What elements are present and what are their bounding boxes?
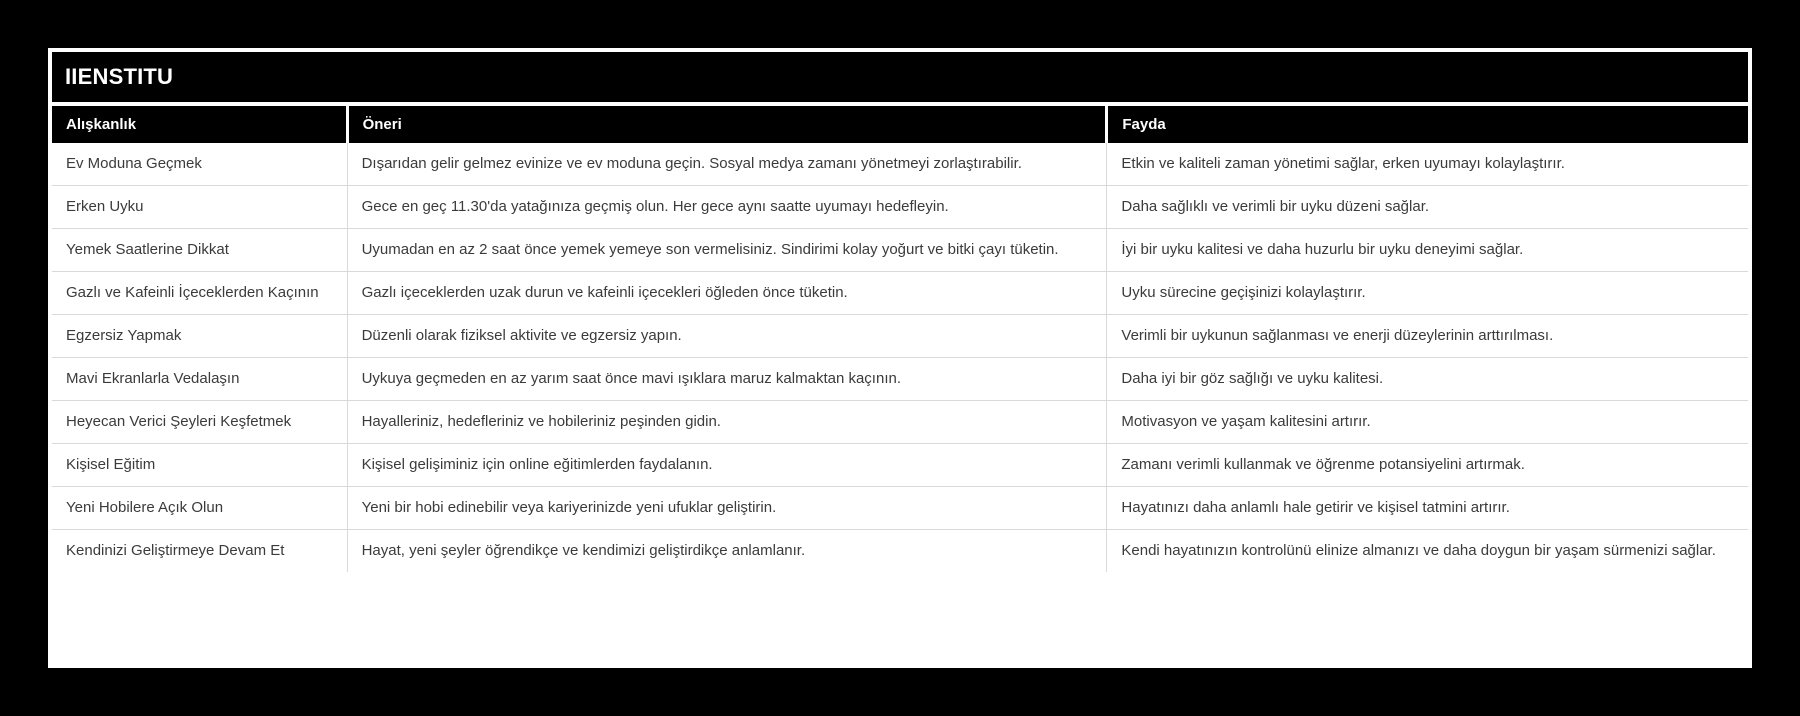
suggestion-cell: Gazlı içeceklerden uzak durun ve kafeinli içecekleri öğleden önce tüketin. bbox=[347, 272, 1107, 315]
habit-cell: Mavi Ekranlarla Vedalaşın bbox=[52, 358, 347, 401]
benefit-cell: Hayatınızı daha anlamlı hale getirir ve kişisel tatmini artırır. bbox=[1107, 487, 1748, 530]
table-row bbox=[52, 272, 1748, 315]
suggestion-cell: Yeni bir hobi edinebilir veya kariyerinizde yeni ufuklar geliştirin. bbox=[347, 487, 1107, 530]
column-header-habit: Alışkanlık bbox=[52, 106, 347, 143]
suggestion-cell: Düzenli olarak fiziksel aktivite ve egzersiz yapın. bbox=[347, 315, 1107, 358]
benefit-cell: Etkin ve kaliteli zaman yönetimi sağlar, erken uyumayı kolaylaştırır. bbox=[1107, 143, 1748, 186]
table-row bbox=[52, 401, 1748, 444]
habit-cell: Egzersiz Yapmak bbox=[52, 315, 347, 358]
brand-title-text: IIENSTITU bbox=[65, 64, 174, 89]
benefit-cell: Daha iyi bir göz sağlığı ve uyku kalitesi. bbox=[1107, 358, 1748, 401]
column-header-benefit: Fayda bbox=[1107, 106, 1748, 143]
benefit-cell: Verimli bir uykunun sağlanması ve enerji düzeylerinin arttırılması. bbox=[1107, 315, 1748, 358]
benefit-cell: Zamanı verimli kullanmak ve öğrenme potansiyelini artırmak. bbox=[1107, 444, 1748, 487]
table-row bbox=[52, 487, 1748, 530]
table-row bbox=[52, 358, 1748, 401]
suggestion-cell: Uyumadan en az 2 saat önce yemek yemeye son vermelisiniz. Sindirimi kolay yoğurt ve bitki çayı tüketin. bbox=[347, 229, 1107, 272]
habit-cell: Ev Moduna Geçmek bbox=[52, 143, 347, 186]
table-row bbox=[52, 186, 1748, 229]
habit-cell: Kendinizi Geliştirmeye Devam Et bbox=[52, 530, 347, 573]
suggestion-cell: Uykuya geçmeden en az yarım saat önce mavi ışıklara maruz kalmaktan kaçının. bbox=[347, 358, 1107, 401]
brand-title-bar bbox=[52, 52, 1748, 102]
benefit-cell: Uyku sürecine geçişinizi kolaylaştırır. bbox=[1107, 272, 1748, 315]
table-row bbox=[52, 143, 1748, 186]
habit-cell: Gazlı ve Kafeinli İçeceklerden Kaçının bbox=[52, 272, 347, 315]
habit-cell: Erken Uyku bbox=[52, 186, 347, 229]
table-header-row bbox=[52, 106, 1748, 143]
habit-cell: Yemek Saatlerine Dikkat bbox=[52, 229, 347, 272]
habits-table bbox=[52, 106, 1748, 572]
habit-cell: Heyecan Verici Şeyleri Keşfetmek bbox=[52, 401, 347, 444]
suggestion-cell: Kişisel gelişiminiz için online eğitimlerden faydalanın. bbox=[347, 444, 1107, 487]
benefit-cell: Daha sağlıklı ve verimli bir uyku düzeni sağlar. bbox=[1107, 186, 1748, 229]
table-row bbox=[52, 229, 1748, 272]
table-row bbox=[52, 315, 1748, 358]
column-header-suggestion: Öneri bbox=[347, 106, 1107, 143]
table-row bbox=[52, 444, 1748, 487]
habit-cell: Yeni Hobilere Açık Olun bbox=[52, 487, 347, 530]
suggestion-cell: Dışarıdan gelir gelmez evinize ve ev moduna geçin. Sosyal medya zamanı yönetmeyi zorlaştırabilir. bbox=[347, 143, 1107, 186]
content-table-panel bbox=[48, 48, 1752, 668]
suggestion-cell: Hayalleriniz, hedefleriniz ve hobileriniz peşinden gidin. bbox=[347, 401, 1107, 444]
habit-cell: Kişisel Eğitim bbox=[52, 444, 347, 487]
table-row bbox=[52, 530, 1748, 573]
benefit-cell: Motivasyon ve yaşam kalitesini artırır. bbox=[1107, 401, 1748, 444]
suggestion-cell: Gece en geç 11.30'da yatağınıza geçmiş olun. Her gece aynı saatte uyumayı hedefleyin. bbox=[347, 186, 1107, 229]
benefit-cell: İyi bir uyku kalitesi ve daha huzurlu bir uyku deneyimi sağlar. bbox=[1107, 229, 1748, 272]
benefit-cell: Kendi hayatınızın kontrolünü elinize almanızı ve daha doygun bir yaşam sürmenizi sağlar. bbox=[1107, 530, 1748, 573]
suggestion-cell: Hayat, yeni şeyler öğrendikçe ve kendimizi geliştirdikçe anlamlanır. bbox=[347, 530, 1107, 573]
